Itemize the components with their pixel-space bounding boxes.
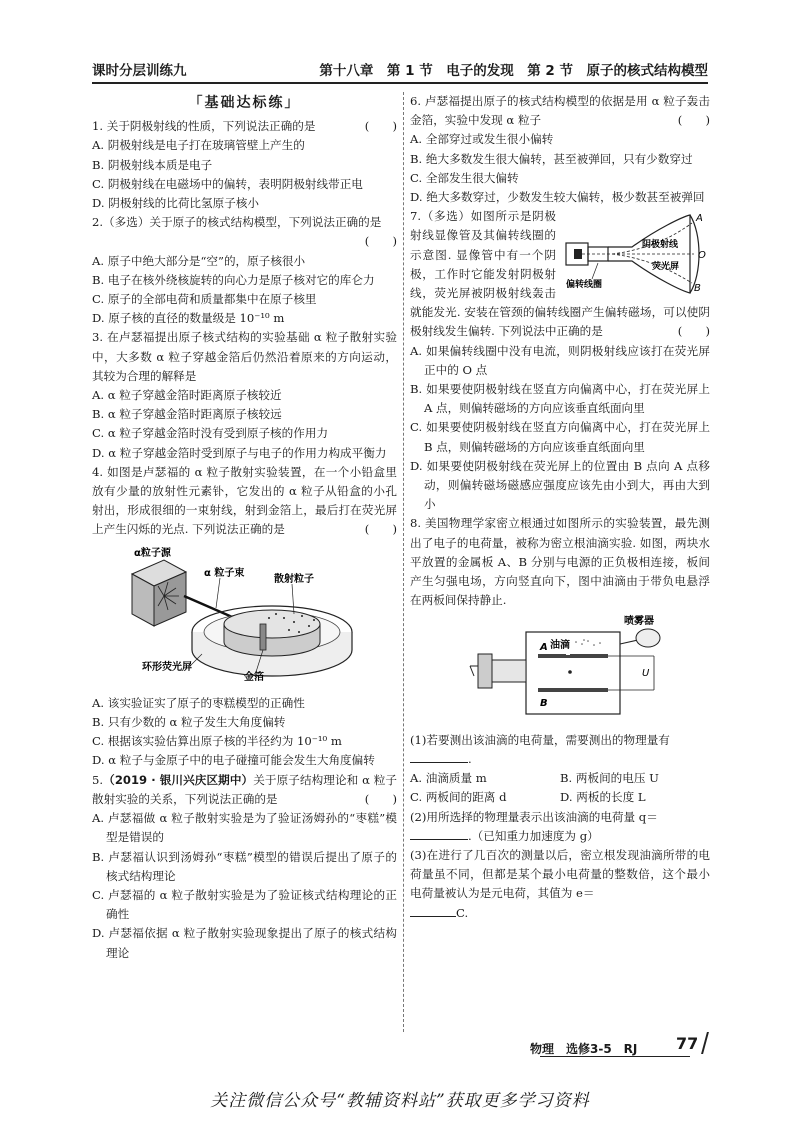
- question-stem: 6. 卢瑟福提出原子的核式结构模型的依据是用 α 粒子轰击金箔，实验中发现 α 粒子 ( ): [410, 92, 710, 130]
- option-b: B. 两板间的电压 U: [560, 771, 659, 786]
- right-column: [410, 92, 710, 923]
- option-c: C. 阴极射线在电磁场中的偏转，表明阴极射线带正电: [92, 176, 363, 191]
- option-c: C. 根据该实验估算出原子核的半径约为 10⁻¹⁰ m: [92, 734, 342, 749]
- option-d: D. α 粒子穿越金箔时受到原子与电子的作用力构成平衡力: [92, 445, 387, 460]
- answer-blank: ( ): [364, 234, 397, 249]
- question-4: [92, 463, 397, 771]
- option-d: D. 绝大多数穿过，少数发生较大偏转，极少数甚至被弹回: [410, 190, 705, 205]
- part-2: (2)用所选择的物理量表示出该油滴的电荷量 q＝ .（已知重力加速度为 g）: [410, 809, 658, 843]
- question-stem: 5.（2019 · 银川兴庆区期中）关于原子结构理论和 α 粒子散射实验的关系，下列说法正确的是 ( ): [92, 771, 397, 809]
- left-column: [92, 92, 397, 963]
- part-1-options-row-1: [410, 769, 710, 788]
- label-screen: 荧光屏: [652, 262, 680, 273]
- column-divider: [403, 92, 404, 1032]
- answer-blank: ( ): [364, 522, 397, 537]
- answer-blank-2[interactable]: [410, 828, 468, 840]
- label-gold-foil: 金箔: [244, 671, 264, 683]
- page-slash: [701, 1032, 708, 1054]
- footer-rule: [540, 1056, 690, 1057]
- option-c: C. 全部发生很大偏转: [410, 170, 519, 185]
- option-c: C. 卢瑟福的 α 粒子散射实验是为了验证核式结构理论的正确性: [92, 887, 397, 922]
- label-plate-b: B: [540, 698, 548, 710]
- label-voltage: U: [642, 668, 650, 680]
- option-d: D. 阴极射线的比荷比氢原子核小: [92, 196, 259, 211]
- page-number: 77: [676, 1034, 699, 1053]
- option-d: D. 原子核的直径的数量级是 10⁻¹⁰ m: [92, 311, 285, 326]
- question-6: [410, 92, 710, 207]
- answer-blank: ( ): [364, 791, 397, 806]
- option-a: A. 卢瑟福做 α 粒子散射实验是为了验证汤姆孙的“枣糕”模型是错误的: [92, 811, 397, 845]
- label-cathode-ray: 阴极射线: [642, 240, 679, 251]
- option-a: A. 原子中绝大部分是“空”的，原子核很小: [92, 253, 306, 268]
- label-point-b: B: [694, 283, 701, 295]
- option-d: D. 卢瑟福依据 α 粒子散射实验现象提出了原子的核式结构理论: [92, 926, 397, 960]
- question-1: [92, 117, 397, 213]
- label-ring-screen: 环形荧光屏: [142, 661, 192, 673]
- option-a: A. 该实验证实了原子的枣糕模型的正确性: [92, 695, 305, 710]
- option-d: D. 如果要使阴极射线在荧光屏上的位置由 B 点向 A 点移动，则偏转磁场磁感应强度应该先由小到大，再由大到小: [410, 458, 710, 512]
- option-b: B. 阴极射线本质是电子: [92, 157, 213, 172]
- option-a: A. 全部穿过或发生很小偏转: [410, 132, 554, 147]
- option-a: A. 油滴质量 m: [410, 771, 487, 786]
- answer-blank: ( ): [677, 113, 710, 128]
- label-sprayer: 喷雾器: [624, 616, 654, 628]
- header-left: 课时分层训练九: [92, 63, 187, 79]
- label-coil: 偏转线圈: [566, 280, 603, 291]
- option-a: A. 如果偏转线圈中没有电流，则阴极射线应该打在荧光屏正中的 O 点: [410, 343, 710, 377]
- option-c: C. 两板间的距离 d: [410, 790, 507, 805]
- answer-blank: ( ): [677, 324, 710, 339]
- answer-blank-3[interactable]: [410, 905, 456, 917]
- option-c: C. 如果要使阴极射线在竖直方向偏离中心，打在荧光屏上 B 点，则偏转磁场的方向应该垂直纸面向里: [410, 420, 710, 454]
- alpha-scattering-figure: [124, 546, 364, 684]
- label-alpha-source: α粒子源: [134, 547, 171, 559]
- option-c: C. α 粒子穿越金箔时没有受到原子核的作用力: [92, 426, 329, 441]
- question-7: [410, 207, 710, 514]
- option-b: B. 如果要使阴极射线在竖直方向偏离中心，打在荧光屏上 A 点，则偏转磁场的方向应该垂直纸面向里: [410, 382, 710, 416]
- option-c: C. 原子的全部电荷和质量都集中在原子核里: [92, 292, 317, 307]
- question-source: （2019 · 银川兴庆区期中）: [103, 772, 254, 787]
- question-stem: 8. 美国物理学家密立根通过如图所示的实验装置，最先测出了电子的电荷量，被称为密立根油滴实验. 如图，两块水平放置的金属板 A、B 分别与电源的正负极相连接，板间产生匀强电场，方向竖直向下，图中油滴由于带负电悬浮在两板间保持静止.: [410, 516, 710, 608]
- option-b: B. 卢瑟福认识到汤姆孙“枣糕”模型的错误后提出了原子的核式结构理论: [92, 849, 397, 883]
- footer-book-info: 物理 选修3-5 RJ: [530, 1042, 638, 1056]
- option-b: B. 绝大多数发生很大偏转，甚至被弹回，只有少数穿过: [410, 151, 693, 166]
- option-b: B. 电子在核外绕核旋转的向心力是原子核对它的库仑力: [92, 272, 375, 287]
- option-d: D. α 粒子与金原子中的电子碰撞可能会发生大角度偏转: [92, 753, 375, 768]
- label-scattered: 散射粒子: [274, 573, 314, 585]
- question-stem: 4. 如图是卢瑟福的 α 粒子散射实验装置，在一个小铅盒里放有少量的放射性元素钋，它发出的 α 粒子从铅盒的小孔射出，形成很细的一束射线，射到金箔上，最后打在荧光屏上产生闪烁的光点. 下列说法正确的是 ( ): [92, 463, 397, 540]
- label-alpha-beam: α 粒子束: [204, 567, 245, 579]
- label-oil-drop: 油滴: [550, 640, 570, 652]
- question-3: [92, 328, 397, 462]
- option-d: D. 两板的长度 L: [560, 790, 646, 805]
- page-header: [92, 60, 708, 84]
- millikan-figure: [466, 614, 666, 720]
- part-1-options-row-2: [410, 788, 710, 807]
- question-5: [92, 771, 397, 963]
- crt-figure: [562, 209, 710, 295]
- option-a: A. 阴极射线是电子打在玻璃管壁上产生的: [92, 138, 305, 153]
- label-point-a: A: [696, 213, 703, 225]
- section-title: 「基础达标练」: [188, 95, 301, 111]
- question-stem: 7.（多选）如图所示是阴极射线显像管及其偏转线圈的示意图. 显像管中有一个阴极，工作时它能发射阴极射线，荧光屏被阴极射线轰击就能发光. 安装在管颈的偏转线圈产生偏转磁场，可以使阴极射线发生偏转. 下列说法中正确的是 ( ): [410, 207, 710, 341]
- option-b: B. 只有少数的 α 粒子发生大角度偏转: [92, 715, 286, 730]
- option-a: A. α 粒子穿越金箔时距离原子核较近: [92, 388, 282, 403]
- label-plate-a: A: [540, 642, 548, 654]
- header-right: 第十八章 第 1 节 电子的发现 第 2 节 原子的核式结构模型: [319, 63, 708, 79]
- label-point-o: O: [698, 250, 706, 262]
- question-stem: 1. 关于阴极射线的性质，下列说法正确的是 ( ): [92, 117, 397, 136]
- part-3: (3)在进行了几百次的测量以后，密立根发现油滴所带的电荷量虽不同，但都是某个最小电荷量的整数倍，这个最小电荷量被认为是元电荷，其值为 e＝ C.: [410, 847, 710, 920]
- option-b: B. α 粒子穿越金箔时距离原子核较远: [92, 407, 282, 422]
- answer-blank: ( ): [364, 119, 397, 134]
- promo-note: 关注微信公众号“教辅资料站”获取更多学习资料: [210, 1091, 590, 1111]
- answer-blank-1[interactable]: [410, 751, 468, 763]
- part-1: (1)若要测出该油滴的电荷量，需要测出的物理量有 .: [410, 732, 670, 766]
- question-8: [410, 514, 710, 922]
- question-stem: 2.（多选）关于原子的核式结构模型，下列说法正确的是 ( ): [92, 213, 397, 251]
- question-stem: 3. 在卢瑟福提出原子核式结构的实验基础 α 粒子散射实验中，大多数 α 粒子穿越金箔后仍然沿着原来的方向运动，其较为合理的解释是: [92, 330, 397, 383]
- question-2: [92, 213, 397, 328]
